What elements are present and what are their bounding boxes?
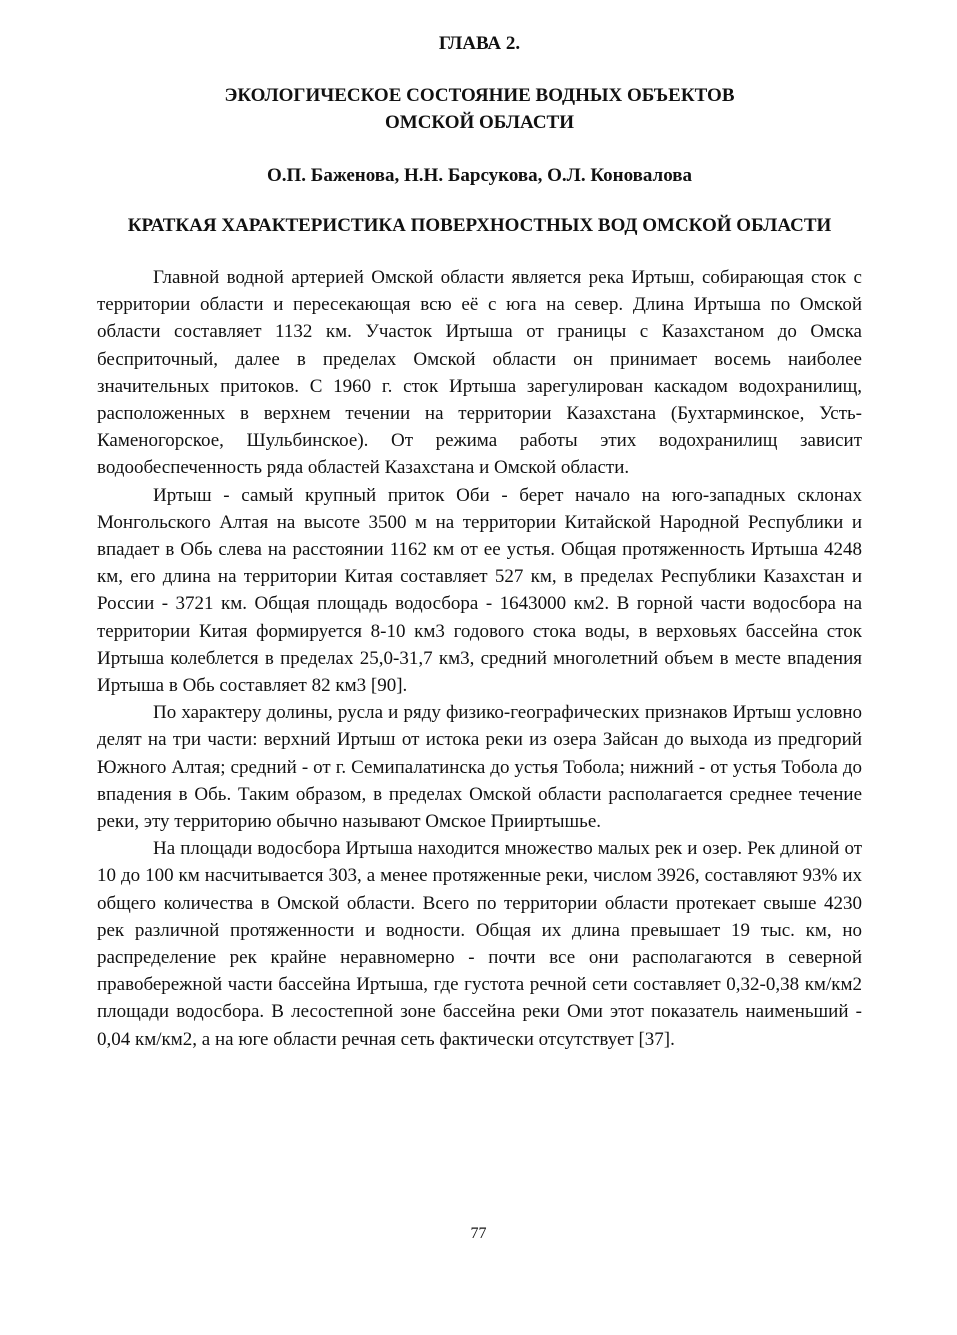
paragraph-3: По характеру долины, русла и ряду физико-географических признаков Иртыш условно делят на три части: верхний Иртыш от истока реки из озера Зайсан до выхода из предгорий Южного Алтая; средний - от г. Семипалатинска до устья Тобола; нижний - от устья Тобола до впадения в Обь. Таким образом, в пределах Омской области располагается среднее течение реки, эту территорию обычно называют Омское Прииртышье. [97, 702, 862, 833]
paragraph-2: Иртыш - самый крупный приток Оби - берет начало на юго-западных склонах Монгольского Алтая на высоте 3500 м на территории Китайской Народной Республики и впадает в Обь слева на расстоянии 1162 км от ее устья. Общая протяженность Иртыша 4248 км, его длина на территории Китая составляет 527 км, в пределах Республики Казахстан и России - 3721 км. Общая площадь водосбора - 1643000 км2. В горной части водосбора на территории Китая формируется 8-10 км3 годового стока воды, в верховьях бассейна сток Иртыша колеблется в пределах 25,0-31,7 км3, средний многолетний объем в месте впадения Иртыша в Обь составляет 82 км3 [90]. [97, 484, 862, 697]
paragraph-1: Главной водной артерией Омской области является река Иртыш, собирающая сток с территории области и пересекающая всю её с юга на север. Длина Иртыша по Омской области составляет 1132 км. Участок Иртыша от границы с Казахстаном до Омска бесприточный, далее в пределах Омской области он принимает восемь наиболее значительных притоков. С 1960 г. сток Иртыша зарегулирован каскадом водохранилищ, расположенных в верхнем течении на территории Казахстана (Бухтарминское, Усть-Каменогорское, Шульбинское). От режима работы этих водохранилищ зависит водообеспеченность ряда областей Казахстана и Омской области. [97, 267, 862, 479]
chapter-title-line-1: ЭКОЛОГИЧЕСКОЕ СОСТОЯНИЕ ВОДНЫХ ОБЪЕКТОВ [224, 85, 735, 106]
chapter-title-line-2: ОМСКОЙ ОБЛАСТИ [384, 112, 575, 133]
paragraph-4: На площади водосбора Иртыша находится множество малых рек и озер. Рек длиной от 10 до 100 км насчитывается 303, а менее протяженные реки, числом 3926, составляют 93% их общего количества в Омской области. Всего по территории области протекает свыше 4230 рек различной протяженности и водности. Общая их длина превышает 19 тыс. км, но распределение рек крайне неравномерно - почти все они располагаются в северной правобережной части бассейна Иртыша, где густота речной сети составляет 0,32-0,38 км/км2 площади водосбора. В лесостепной зоне бассейна реки Оми этот показатель наименьший - 0,04 км/км2, а на юге области речная сеть фактически отсутствует [37]. [97, 838, 862, 1050]
section-heading: КРАТКАЯ ХАРАКТЕРИСТИКА ПОВЕРХНОСТНЫХ ВОД ОМСКОЙ ОБЛАСТИ [127, 215, 832, 236]
body-text [97, 264, 862, 1053]
authors: О.П. Баженова, Н.Н. Барсукова, О.Л. Коновалова [266, 165, 693, 186]
chapter-title [97, 82, 862, 136]
page-number: 77 [470, 1225, 487, 1242]
chapter-heading: ГЛАВА 2. [438, 33, 521, 54]
document-page [97, 30, 862, 1053]
